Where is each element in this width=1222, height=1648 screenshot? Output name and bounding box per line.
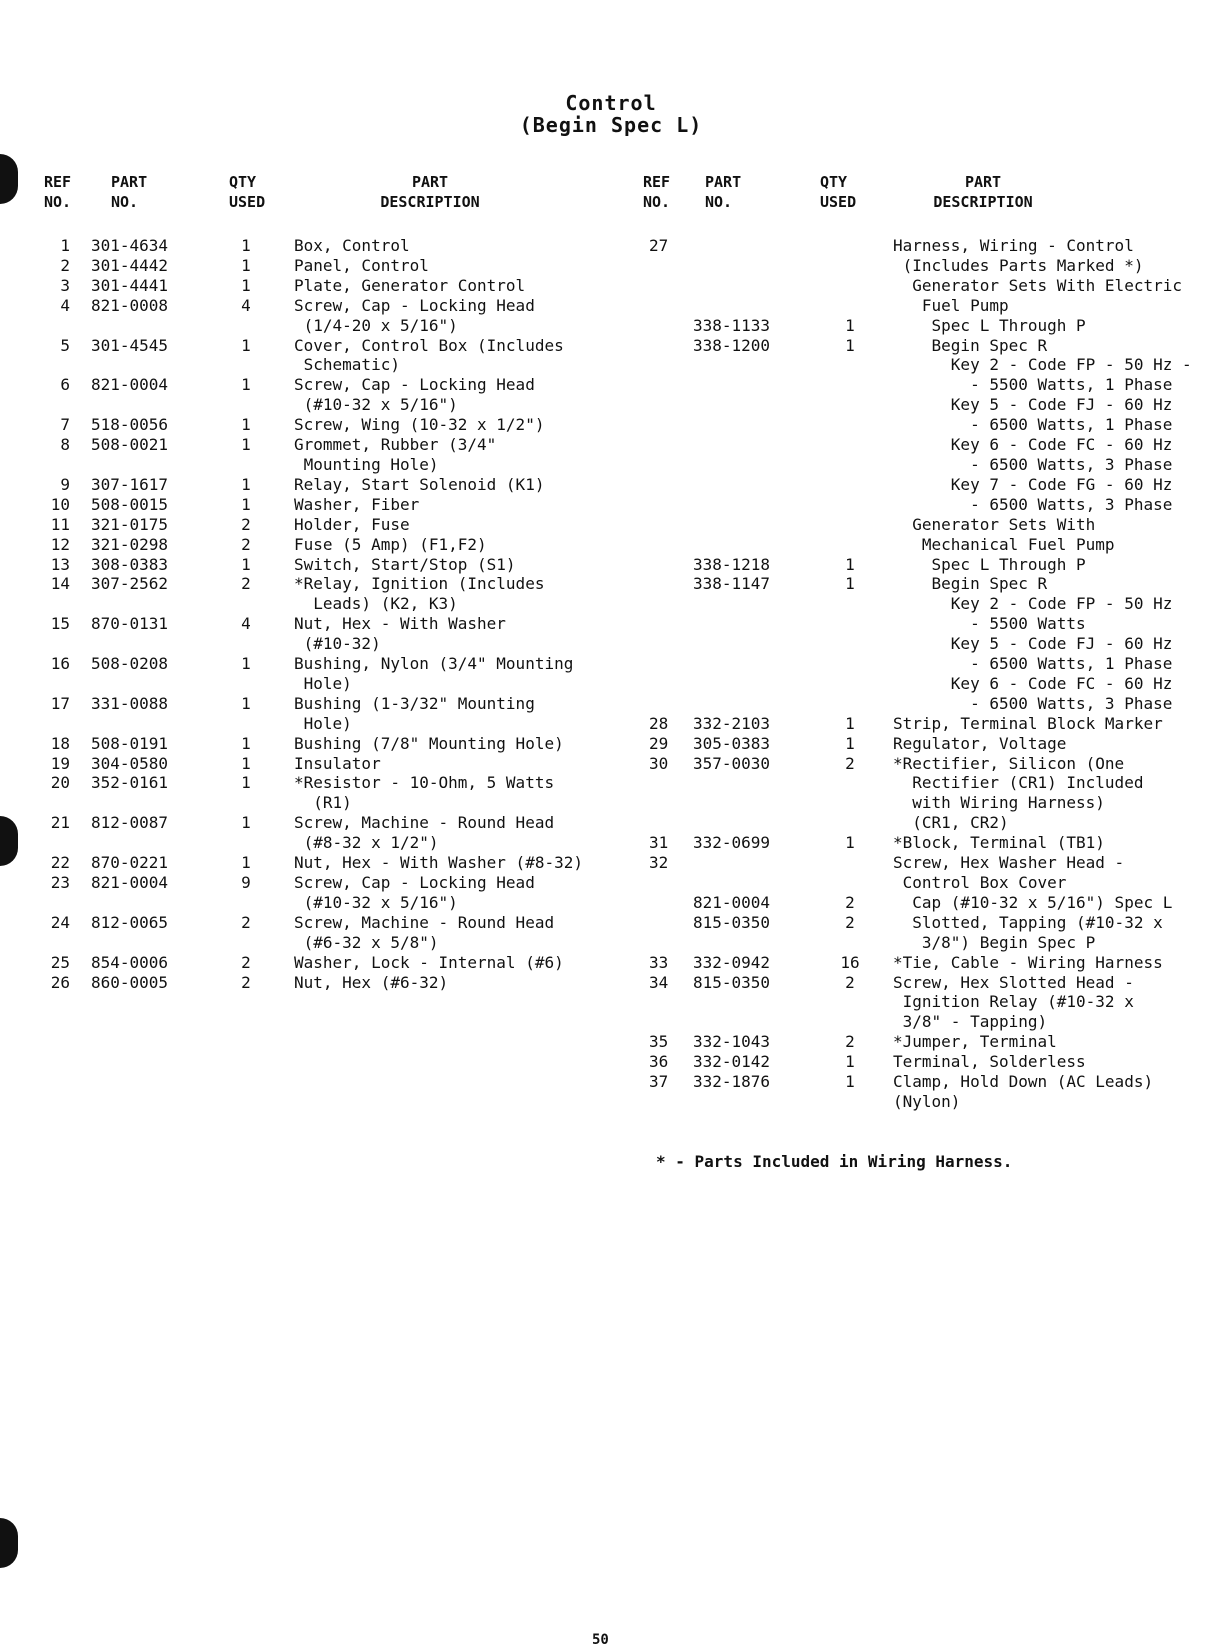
ref-no: 21 (50, 813, 70, 833)
part-description: Clamp, Hold Down (AC Leads) (Nylon) (893, 1072, 1154, 1111)
qty-used: 1 (845, 574, 855, 594)
part-no: 870-0221 (91, 853, 169, 873)
qty-used: 1 (845, 1052, 855, 1072)
part-no: 301-4634 (91, 236, 169, 255)
qty-used: 1 (241, 813, 251, 833)
qty-used: 1 (241, 375, 251, 395)
table-row (40, 654, 630, 694)
qty-used: 1 (241, 654, 251, 674)
part-description: Bushing, Nylon (3/4" Mounting Hole) (294, 654, 574, 693)
ref-no: 12 (50, 534, 70, 554)
part-no: 815-0350 (693, 912, 771, 932)
part-no: 332-0942 (693, 952, 771, 972)
table-row (643, 953, 1218, 973)
title-line-1: Control (565, 91, 657, 115)
part-no: 870-0131 (91, 614, 169, 634)
qty-used: 1 (241, 236, 251, 255)
part-description: *Jumper, Terminal (893, 1032, 1057, 1052)
part-description: Cap (#10-32 x 5/16") Spec L (893, 892, 1173, 912)
qty-used: 2 (845, 1032, 855, 1052)
part-no: 332-2103 (693, 713, 771, 733)
table-row (643, 236, 1218, 316)
qty-used: 4 (241, 614, 251, 634)
table-row (40, 973, 630, 993)
table-row (40, 375, 630, 415)
part-description: Begin Spec R Key 2 - Code FP - 50 Hz - - 5500 Watts, 1 Phase Key 5 - Code FJ - 60 Hz - 6500 Watts, 1 Phase Key 6 - Code FC - 60 Hz - 6500 Watts, 3 Phase Key 7 - Code FG - 60 Hz - 6500 Watts, 3 Phase Generator Sets With Mechanical Fuel Pump (912, 335, 1192, 554)
qty-used: 2 (241, 912, 251, 932)
part-no: 508-0021 (91, 435, 169, 455)
table-row (643, 833, 1218, 853)
part-description: Terminal, Solderless (893, 1052, 1086, 1072)
table-row (643, 853, 1218, 893)
ref-no: 22 (50, 853, 70, 873)
part-no: 307-2562 (91, 574, 169, 594)
part-no: 332-0142 (693, 1052, 771, 1072)
part-no: 307-1617 (91, 474, 169, 494)
qty-used: 2 (241, 952, 251, 972)
footnote: * - Parts Included in Wiring Harness. (656, 1152, 1013, 1171)
ref-no: 34 (649, 972, 669, 992)
part-no: 815-0350 (693, 972, 771, 992)
part-description: Washer, Fiber (294, 494, 420, 514)
header-qty: QTY USED (820, 173, 857, 211)
part-no: 357-0030 (693, 753, 771, 773)
qty-used: 1 (241, 255, 251, 275)
ref-no: 33 (649, 952, 669, 972)
part-description: Harness, Wiring - Control (Includes Parts Marked *) Generator Sets With Electric Fuel Pump (893, 236, 1182, 315)
table-row (40, 873, 630, 913)
ref-no: 7 (60, 415, 70, 435)
part-no: 321-0298 (91, 534, 169, 554)
page-number: 50 (592, 1632, 609, 1648)
part-description: Screw, Cap - Locking Head (#10-32 x 5/16") (294, 375, 535, 415)
ref-no: 32 (649, 853, 669, 873)
qty-used: 1 (845, 335, 855, 355)
table-row (40, 515, 630, 535)
ref-no: 15 (50, 614, 70, 634)
part-no: 338-1218 (693, 554, 771, 574)
part-no: 821-0004 (91, 873, 169, 892)
part-description: Screw, Machine - Round Head (#6-32 x 5/8") (294, 912, 555, 952)
part-description: Screw, Hex Washer Head - Control Box Cover (893, 853, 1125, 892)
part-no: 301-4545 (91, 335, 169, 355)
ref-no: 18 (50, 733, 70, 753)
table-row (40, 256, 630, 276)
ref-no: 16 (50, 654, 70, 674)
part-no: 308-0383 (91, 554, 169, 574)
part-no: 301-4441 (91, 275, 169, 295)
part-no: 332-0699 (693, 833, 771, 853)
ref-no: 36 (649, 1052, 669, 1072)
part-description: Screw, Cap - Locking Head (1/4-20 x 5/16") (294, 295, 535, 335)
table-row (40, 535, 630, 555)
ref-no: 30 (649, 753, 669, 773)
header-description: PART DESCRIPTION (380, 173, 480, 211)
part-no: 331-0088 (91, 693, 169, 713)
qty-used: 1 (241, 773, 251, 793)
part-no: 301-4442 (91, 255, 169, 275)
part-no: 812-0065 (91, 912, 169, 932)
part-description: Spec L Through P (893, 554, 1086, 574)
table-header (643, 172, 1218, 212)
part-no: 338-1147 (693, 574, 771, 594)
header-qty: QTY USED (229, 173, 266, 211)
part-description: Screw, Machine - Round Head (#8-32 x 1/2") (294, 813, 555, 853)
qty-used: 1 (845, 833, 855, 853)
part-description: Regulator, Voltage (893, 733, 1067, 753)
part-no: 321-0175 (91, 514, 169, 534)
binder-hole-mark (0, 154, 18, 204)
ref-no: 37 (649, 1072, 669, 1092)
qty-used: 1 (845, 554, 855, 574)
header-part: PART NO. (111, 173, 148, 211)
part-description: Screw, Cap - Locking Head (#10-32 x 5/16") (294, 873, 535, 912)
qty-used: 1 (845, 1072, 855, 1092)
table-row (643, 316, 1218, 336)
table-row (643, 1052, 1218, 1072)
qty-used: 2 (241, 534, 251, 554)
table-row (40, 754, 630, 774)
part-description: Cover, Control Box (Includes Schematic) (294, 335, 564, 375)
part-description: Nut, Hex - With Washer (#10-32) (294, 614, 506, 654)
parts-rows-left (40, 236, 630, 992)
table-row (643, 714, 1218, 734)
title-line-2: (Begin Spec L) (519, 113, 703, 137)
ref-no: 24 (50, 912, 70, 932)
header-ref: REF NO. (643, 173, 671, 211)
ref-no: 28 (649, 713, 669, 733)
table-header (40, 172, 630, 212)
part-no: 508-0191 (91, 733, 169, 753)
part-description: Plate, Generator Control (294, 275, 526, 295)
part-no: 518-0056 (91, 415, 169, 435)
part-no: 332-1043 (693, 1032, 771, 1052)
table-row (40, 574, 630, 614)
table-row (40, 953, 630, 973)
part-no: 508-0015 (91, 494, 169, 514)
table-row (40, 853, 630, 873)
ref-no: 27 (649, 236, 669, 255)
part-description: Box, Control (294, 236, 410, 255)
part-description: Spec L Through P (893, 315, 1086, 335)
qty-used: 2 (241, 574, 251, 594)
table-row (40, 336, 630, 376)
ref-no: 4 (60, 295, 70, 315)
table-row (643, 893, 1218, 913)
part-description: Holder, Fuse (294, 514, 410, 534)
part-description: Nut, Hex (#6-32) (294, 972, 449, 992)
parts-table-right (643, 172, 1218, 1111)
part-no: 338-1200 (693, 335, 771, 355)
qty-used: 1 (241, 853, 251, 873)
table-row (40, 236, 630, 256)
header-description: PART DESCRIPTION (933, 173, 1033, 211)
qty-used: 1 (241, 693, 251, 713)
ref-no: 10 (50, 494, 70, 514)
part-no: 821-0004 (693, 892, 771, 912)
table-row (643, 754, 1218, 834)
qty-used: 9 (241, 873, 251, 892)
qty-used: 2 (241, 514, 251, 534)
table-row (40, 435, 630, 475)
qty-used: 1 (241, 435, 251, 455)
table-row (643, 1032, 1218, 1052)
part-description: Nut, Hex - With Washer (#8-32) (294, 853, 583, 873)
table-row (40, 555, 630, 575)
ref-no: 31 (649, 833, 669, 853)
ref-no: 19 (50, 753, 70, 773)
part-no: 304-0580 (91, 753, 169, 773)
part-no: 812-0087 (91, 813, 169, 833)
part-description: Fuse (5 Amp) (F1,F2) (294, 534, 487, 554)
table-row (40, 276, 630, 296)
table-row (40, 813, 630, 853)
qty-used: 2 (845, 753, 855, 773)
ref-no: 13 (50, 554, 70, 574)
part-description: Switch, Start/Stop (S1) (294, 554, 516, 574)
ref-no: 25 (50, 952, 70, 972)
ref-no: 6 (60, 375, 70, 395)
qty-used: 1 (241, 415, 251, 435)
table-row (40, 415, 630, 435)
qty-used: 1 (241, 335, 251, 355)
qty-used: 16 (840, 952, 860, 972)
qty-used: 1 (241, 474, 251, 494)
part-description: *Relay, Ignition (Includes Leads) (K2, K3) (294, 574, 545, 614)
table-row (40, 773, 630, 813)
part-description: Bushing (7/8" Mounting Hole) (294, 733, 564, 753)
qty-used: 2 (845, 912, 855, 932)
part-description: *Rectifier, Silicon (One Rectifier (CR1) Included with Wiring Harness) (CR1, CR2) (893, 753, 1144, 833)
ref-no: 2 (60, 255, 70, 275)
ref-no: 11 (50, 514, 70, 534)
ref-no: 5 (60, 335, 70, 355)
part-description: Slotted, Tapping (#10-32 x 3/8") Begin Spec P (912, 912, 1163, 952)
binder-hole-mark (0, 816, 18, 866)
qty-used: 1 (241, 733, 251, 753)
table-row (643, 574, 1218, 713)
qty-used: 1 (241, 275, 251, 295)
parts-rows-right (643, 236, 1218, 1112)
ref-no: 1 (60, 236, 70, 255)
header-part: PART NO. (705, 173, 742, 211)
table-row (40, 495, 630, 515)
qty-used: 1 (845, 315, 855, 335)
table-row (40, 475, 630, 495)
qty-used: 1 (241, 753, 251, 773)
part-description: Relay, Start Solenoid (K1) (294, 474, 545, 494)
binder-hole-mark (0, 1518, 18, 1568)
part-no: 821-0008 (91, 295, 169, 315)
parts-table-left (40, 172, 630, 992)
part-description: Bushing (1-3/32" Mounting Hole) (294, 693, 535, 733)
part-description: *Tie, Cable - Wiring Harness (893, 952, 1163, 972)
table-row (643, 973, 1218, 1033)
part-no: 338-1133 (693, 315, 771, 335)
ref-no: 23 (50, 873, 70, 892)
part-no: 854-0006 (91, 952, 169, 972)
qty-used: 2 (845, 972, 855, 992)
table-row (40, 296, 630, 336)
ref-no: 26 (50, 972, 70, 992)
part-description: Grommet, Rubber (3/4" Mounting Hole) (294, 435, 497, 474)
part-no: 821-0004 (91, 375, 169, 395)
page-title (0, 92, 1222, 136)
qty-used: 4 (241, 295, 251, 315)
part-description: Washer, Lock - Internal (#6) (294, 952, 564, 972)
part-description: Strip, Terminal Block Marker (893, 713, 1163, 733)
part-description: Begin Spec R Key 2 - Code FP - 50 Hz - 5500 Watts Key 5 - Code FJ - 60 Hz - 6500 Watts, 1 Phase Key 6 - Code FC - 60 Hz - 6500 Watts, 3 Phase (931, 574, 1173, 713)
qty-used: 1 (241, 554, 251, 574)
part-no: 332-1876 (693, 1072, 771, 1092)
table-row (40, 694, 630, 734)
table-row (643, 734, 1218, 754)
qty-used: 2 (241, 972, 251, 992)
table-row (40, 734, 630, 754)
part-description: *Resistor - 10-Ohm, 5 Watts (R1) (294, 773, 555, 813)
table-row (643, 1072, 1218, 1112)
qty-used: 2 (845, 892, 855, 912)
ref-no: 8 (60, 435, 70, 455)
table-row (40, 913, 630, 953)
table-row (643, 336, 1218, 555)
part-description: Screw, Wing (10-32 x 1/2") (294, 415, 545, 435)
part-description: Insulator (294, 753, 381, 773)
table-row (643, 555, 1218, 575)
ref-no: 14 (50, 574, 70, 594)
table-row (40, 614, 630, 654)
ref-no: 3 (60, 275, 70, 295)
qty-used: 1 (845, 733, 855, 753)
part-no: 352-0161 (91, 773, 169, 793)
part-description: Screw, Hex Slotted Head - Ignition Relay (#10-32 x 3/8" - Tapping) (893, 972, 1134, 1032)
part-no: 860-0005 (91, 972, 169, 992)
ref-no: 9 (60, 474, 70, 494)
ref-no: 20 (50, 773, 70, 793)
part-no: 508-0208 (91, 654, 169, 674)
qty-used: 1 (241, 494, 251, 514)
ref-no: 29 (649, 733, 669, 753)
ref-no: 17 (50, 693, 70, 713)
header-ref: REF NO. (44, 173, 72, 211)
qty-used: 1 (845, 713, 855, 733)
table-row (643, 913, 1218, 953)
ref-no: 35 (649, 1032, 669, 1052)
part-description: Panel, Control (294, 255, 429, 275)
part-no: 305-0383 (693, 733, 771, 753)
part-description: *Block, Terminal (TB1) (893, 833, 1105, 853)
